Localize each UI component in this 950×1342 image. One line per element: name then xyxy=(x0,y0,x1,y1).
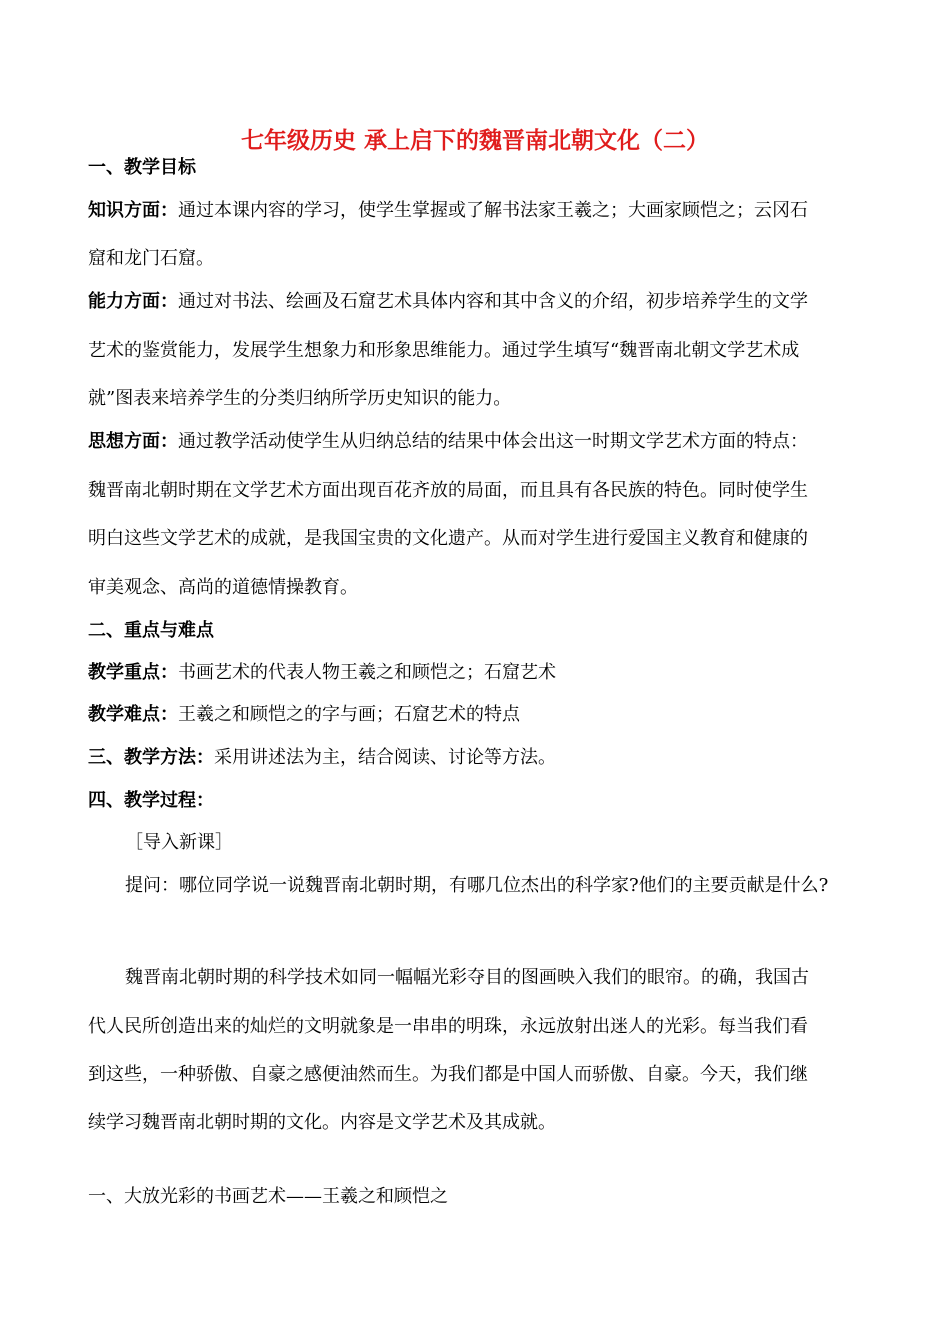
difficulty-line xyxy=(88,703,878,727)
thought-label: 思想方面： xyxy=(88,431,178,452)
ability-text-1: 通过对书法、绘画及石窟艺术具体内容和其中含义的介绍，初步培养学生的文学 xyxy=(178,291,808,312)
ability-text-2: 艺术的鉴赏能力，发展学生想象力和形象思维能力。通过学生填写“魏晋南北朝文学艺术成 xyxy=(88,340,800,361)
ability-label: 能力方面： xyxy=(88,291,178,312)
focus-line xyxy=(88,661,878,685)
intro-label: ［导入新课］ xyxy=(125,832,233,853)
knowledge-text-1: 通过本课内容的学习，使学生掌握或了解书法家王羲之；大画家顾恺之；云冈石 xyxy=(178,200,808,221)
para-line-3: 到这些，一种骄傲、自豪之感便油然而生。为我们都是中国人而骄傲、自豪。今天，我们继 xyxy=(88,1064,808,1085)
thought-line-1 xyxy=(88,430,878,454)
difficulty-text: 王羲之和顾恺之的字与画；石窟艺术的特点 xyxy=(178,704,520,725)
para-line-1: 魏晋南北朝时期的科学技术如同一幅幅光彩夺目的图画映入我们的眼帘。的确，我国古 xyxy=(125,967,809,988)
method-heading: 三、教学方法： xyxy=(88,747,214,768)
para-line-4: 续学习魏晋南北朝时期的文化。内容是文学艺术及其成就。 xyxy=(88,1112,556,1133)
difficulty-label: 教学难点： xyxy=(88,704,178,725)
method-text: 采用讲述法为主，结合阅读、讨论等方法。 xyxy=(214,747,556,768)
section-heading-objectives: 一、教学目标 xyxy=(88,157,196,178)
section-heading-process: 四、教学过程： xyxy=(88,790,214,811)
method-line xyxy=(88,746,878,770)
para-line-2: 代人民所创造出来的灿烂的文明就象是一串串的明珠，永远放射出迷人的光彩。每当我们看 xyxy=(88,1016,808,1037)
focus-text: 书画艺术的代表人物王羲之和顾恺之；石窟艺术 xyxy=(178,662,556,683)
subsection-heading: 一、大放光彩的书画艺术——王羲之和顾恺之 xyxy=(88,1186,448,1207)
ability-text-3: 就”图表来培养学生的分类归纳所学历史知识的能力。 xyxy=(88,388,512,409)
document-title: 七年级历史 承上启下的魏晋南北朝文化（二） xyxy=(240,128,709,154)
thought-text-3: 明白这些文学艺术的成就，是我国宝贵的文化遗产。从而对学生进行爱国主义教育和健康的 xyxy=(88,528,808,549)
knowledge-line-1 xyxy=(88,199,878,223)
section-heading-focus: 二、重点与难点 xyxy=(88,620,214,641)
knowledge-label: 知识方面： xyxy=(88,200,178,221)
thought-text-1: 通过教学活动使学生从归纳总结的结果中体会出这一时期文学艺术方面的特点： xyxy=(178,431,808,452)
ability-line-1 xyxy=(88,290,878,314)
thought-text-2: 魏晋南北朝时期在文学艺术方面出现百花齐放的局面，而且具有各民族的特色。同时使学生 xyxy=(88,480,808,501)
knowledge-text-2: 窟和龙门石窟。 xyxy=(88,248,214,269)
intro-question: 提问：哪位同学说一说魏晋南北朝时期，有哪几位杰出的科学家?他们的主要贡献是什么? xyxy=(125,875,829,896)
focus-label: 教学重点： xyxy=(88,662,178,683)
thought-text-4: 审美观念、高尚的道德情操教育。 xyxy=(88,577,358,598)
